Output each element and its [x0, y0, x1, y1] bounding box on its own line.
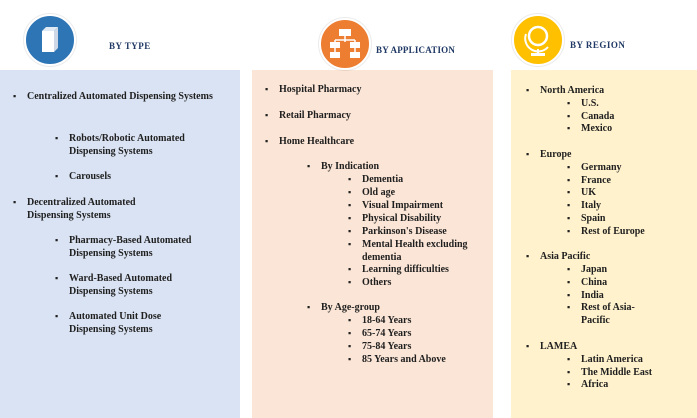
list-item: ▪ Rest of Europe	[581, 225, 645, 238]
list-item: ▪ Italy	[581, 199, 601, 212]
list-item: ▪ Learning difficulties	[362, 263, 449, 276]
list-item: ▪ Pharmacy-Based Automated Dispensing Systems	[69, 234, 227, 260]
list-item: ▪ Decentralized Automated Dispensing Systems	[27, 196, 177, 222]
list-item: ▪ Africa	[581, 378, 608, 391]
list-item: ▪ Others	[362, 276, 391, 289]
list-item: ▪ Europe	[540, 148, 572, 161]
list-item: ▪ Germany	[581, 161, 622, 174]
list-item: ▪ North America	[540, 84, 604, 97]
list-item: ▪ Parkinson's Disease	[362, 225, 447, 238]
list-item: ▪ Retail Pharmacy	[279, 109, 351, 122]
globe-icon	[512, 14, 564, 66]
list-item: ▪ LAMEA	[540, 340, 577, 353]
list-item: ▪ Old age	[362, 186, 395, 199]
list-item: ▪ Ward-Based Automated Dispensing Systems	[69, 272, 209, 298]
list-item: ▪ By Indication	[321, 160, 379, 173]
by-region-title: BY REGION	[570, 40, 626, 50]
list-item: ▪ France	[581, 174, 611, 187]
list-item: ▪ 85 Years and Above	[362, 353, 446, 366]
list-item: ▪ Asia Pacific	[540, 250, 590, 263]
list-item: ▪ Latin America	[581, 353, 643, 366]
list-item: ▪ 18-64 Years	[362, 314, 411, 327]
by-type-title: BY TYPE	[109, 41, 151, 51]
list-item: ▪ UK	[581, 186, 596, 199]
list-item: ▪ Visual Impairment	[362, 199, 443, 212]
list-item: ▪ 65-74 Years	[362, 327, 411, 340]
list-item: ▪ U.S.	[581, 97, 599, 110]
list-item: ▪ The Middle East	[581, 366, 652, 379]
box-icon	[24, 14, 76, 66]
list-item: ▪ Robots/Robotic Automated Dispensing Systems	[69, 132, 227, 158]
list-item: ▪ Canada	[581, 110, 614, 123]
list-item: ▪ Hospital Pharmacy	[279, 83, 362, 96]
list-item: ▪ Spain	[581, 212, 605, 225]
list-item: ▪ China	[581, 276, 607, 289]
list-item: ▪ Home Healthcare	[279, 135, 354, 148]
list-item: ▪ India	[581, 289, 604, 302]
list-item: ▪ Carousels	[69, 170, 111, 183]
list-item: ▪ 75-84 Years	[362, 340, 411, 353]
list-item: ▪ Automated Unit Dose Dispensing Systems	[69, 310, 209, 336]
list-item: ▪ Centralized Automated Dispensing Systems	[27, 90, 227, 103]
by-application-title: BY APPLICATION	[376, 45, 456, 55]
list-item: ▪ Mexico	[581, 122, 612, 135]
list-item: ▪ Dementia	[362, 173, 403, 186]
list-item: ▪ Physical Disability	[362, 212, 441, 225]
list-item: ▪ Mental Health excluding dementia	[362, 238, 474, 264]
list-item: ▪ By Age-group	[321, 301, 380, 314]
flowchart-icon	[319, 18, 371, 70]
list-item: ▪ Japan	[581, 263, 607, 276]
list-item: ▪ Rest of Asia-Pacific	[581, 301, 657, 327]
